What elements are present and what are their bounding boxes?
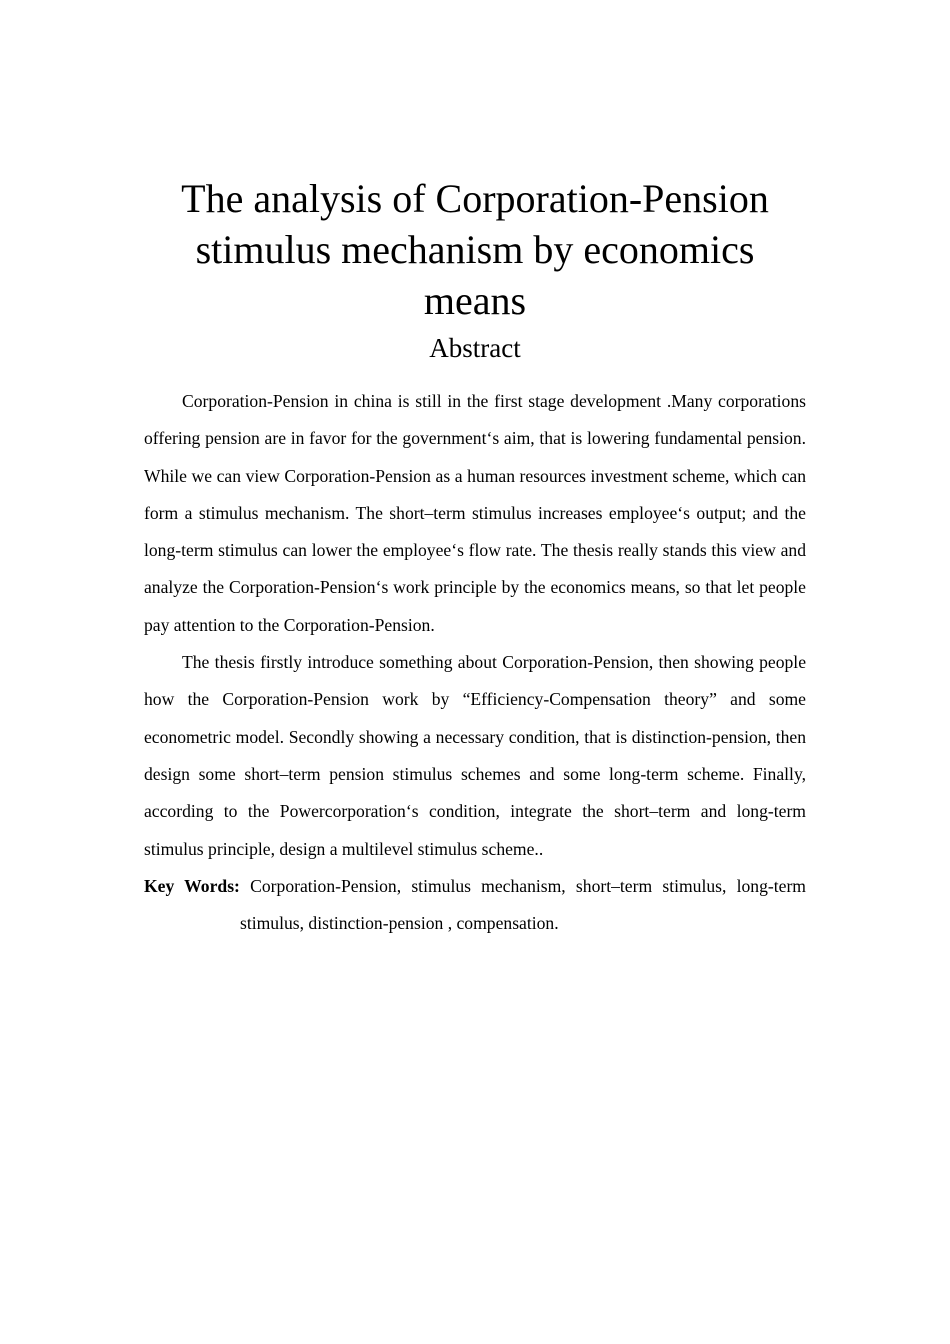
abstract-heading: Abstract	[429, 333, 521, 363]
abstract-body	[144, 383, 806, 942]
abstract-paragraph-1: Corporation-Pension in china is still in the first stage development .Many corporations offering pension are in favor for the government‘s aim, that is lowering fundamental pension. While we can view Corporation-Pension as a human resources investment scheme, which can form a stimulus mechanism. The short–term stimulus increases employee‘s output; and the long-term stimulus can lower the employee‘s flow rate. The thesis really stands this view and analyze the Corporation-Pension‘s work principle by the economics means, so that let people pay attention to the Corporation-Pension.	[144, 391, 806, 635]
abstract-paragraph-2: The thesis firstly introduce something about Corporation-Pension, then showing people how the Corporation-Pension work by “Efficiency-Compensation theory” and some econometric model. Secondly showing a necessary condition, that is distinction-pension, then design some short–term pension stimulus schemes and some long-term scheme. Finally, according to the Powercorporation‘s condition, integrate the short–term and long-term stimulus principle, design a multilevel stimulus scheme..	[144, 652, 806, 859]
keywords-text: Corporation-Pension, stimulus mechanism, short–term stimulus, long-term stimulus, distinction-pension , compensation.	[240, 875, 806, 934]
paper-title: The analysis of Corporation-Pension stimulus mechanism by economics means	[181, 176, 769, 323]
keywords-line	[144, 868, 806, 943]
keywords-label: Key Words:	[144, 875, 240, 896]
